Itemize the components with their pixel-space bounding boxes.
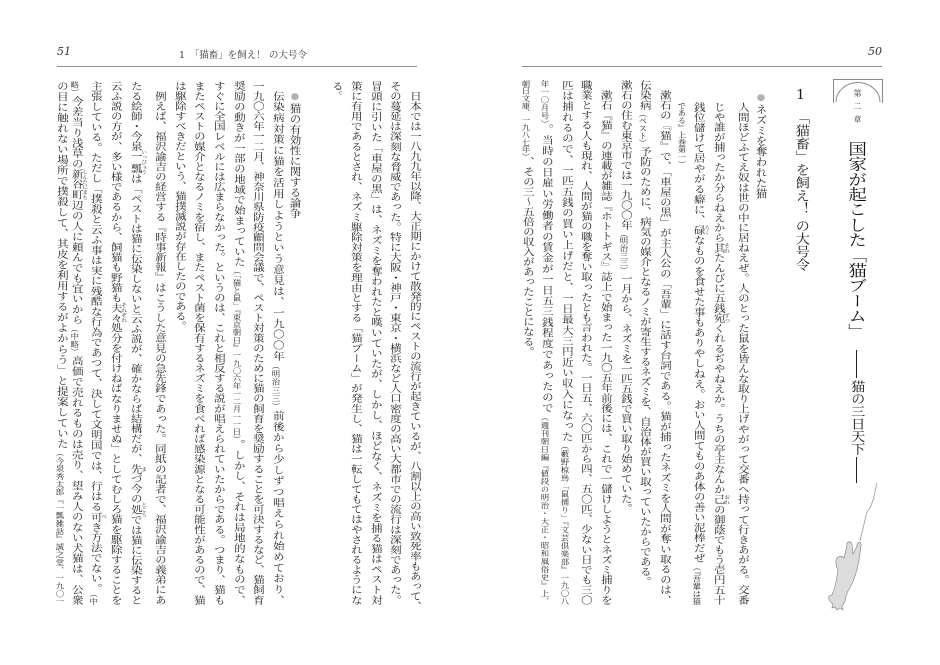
header-rule bbox=[522, 66, 882, 67]
text-column: 朝日文庫、一九八七年）、その三〜五倍の収入があったことになる。 bbox=[519, 80, 533, 357]
text-column: 例えば、福沢諭吉の経営する『時事新報』はこうした意見の急先鋒であった。同紙の記者で、福沢諭吉の義弟にあ bbox=[152, 91, 166, 605]
inline-note: （今泉秀太郎『一瓢雑話』誠之堂、一九〇一 bbox=[55, 449, 66, 606]
ruby-text: 宛 ずつ bbox=[710, 313, 730, 324]
ruby-text: 可 べ bbox=[88, 511, 108, 523]
subheading bbox=[753, 93, 768, 199]
text-column: またペストの媒介となるノミを宿し、またペスト菌を保有するネズミを食べれば感染源となる可能性があるので、猫 bbox=[191, 81, 205, 605]
text-column: 云ふ説の方が、多い様であるから、飼猫も野猫も夫々 それぞれ処分を付けねばなりませぬ」としてむしろ猫を駆除することを bbox=[108, 81, 128, 606]
header-rule bbox=[57, 66, 417, 67]
inline-note: （ペスト） bbox=[638, 110, 649, 147]
text-column: 職業とする人も現れ、人間が猫の職を奪い取ったとも言われた。一日五、六〇匹から四、五〇匹、少ない日でも三〇 bbox=[578, 80, 592, 605]
text-column: 奨励の動きが一部の地域で始まっていた（「猫と鼠」『東京朝日』一九〇六年一二月一一日）。しかし、それは局地的なもので、 bbox=[230, 81, 244, 606]
text-column: の目に触れない場所で撲殺して、其皮を利用するがよからう」と提案していた（今泉秀太郎『一瓢雑話』誠之堂、一九〇一 bbox=[54, 81, 68, 606]
title-dash bbox=[856, 350, 857, 378]
text-column: すぐに全国レベルには広まらなかった。というのは、これと相反する説が唱えられていたからである。つまり、猫も bbox=[211, 81, 224, 605]
ruby-text: 処 ところ bbox=[127, 501, 147, 517]
quote-column: じや誰が捕ったか分らねえから其 それたんびに五銭宛 ずつくれるぢやねえか。うちの亭主なんか己 おれの御蔭でもう壱円五十 bbox=[710, 102, 730, 606]
quote-column: 人間ほどふてえ奴は世の中に居ねえぜ。人のとった鼠を皆んな取り上げやがって交番へ持って行きあがる。交番 bbox=[735, 102, 749, 605]
inline-note: （週刊朝日編『値段の明治・大正・昭和風俗史』上、 bbox=[540, 413, 551, 606]
page-number: 50 bbox=[868, 45, 882, 58]
text-column: 漱石『猫』の連載が雑誌『ホトトギス』誌上で始まった一九〇五年前後には、これで一儲けしようとネズミ捕りを bbox=[598, 90, 611, 605]
inline-note: 朝日文庫、一九八七年） bbox=[520, 80, 532, 157]
inline-note: （藪野椋鳥「鼠捕り」『文芸倶楽部』一九〇八 bbox=[560, 442, 571, 606]
section-number: 1 bbox=[795, 89, 806, 102]
text-column: 匹は捕れるので、一匹五銭の買い上げだと、一日最大三円近い収入になった（藪野椋鳥「鼠捕り」『文芸倶楽部』一九〇八 bbox=[559, 80, 572, 606]
ruby-text: 碌 ろく bbox=[691, 225, 711, 236]
text-column: 漱石の住む東京市では一九〇〇年（明治三三）一月から、ネズミを一匹五銭で買い取り始めていた。 bbox=[617, 80, 631, 514]
ruby-text: 一瓢 いっぴょう bbox=[127, 149, 147, 175]
inline-note: 略） bbox=[70, 81, 81, 97]
quote-column: 銭位儲けて居やがる癖に、碌 ろくなものを食せた事もありやしねえ。おい人間てものあ体の善い泥棒だぜ（『吾輩は猫 bbox=[691, 102, 711, 606]
text-column: 漱石の『猫』で、「車屋の黒」が主人公の「吾輩」に話す台詞である。猫が捕ったネズミを人間が奪い取るのは、 bbox=[657, 90, 670, 606]
inline-note: （中略） bbox=[70, 325, 81, 356]
ruby-text: 新谷町 しんたにまち bbox=[68, 169, 88, 201]
ruby-text: 先 ま bbox=[127, 463, 147, 474]
text-column: たる絵師・今泉一瓢 いっぴょうは「ペストは猫に伝染しないと云ふ説が、確かならば結構だが、先 まづ今の処 ところでは猫に伝染すると bbox=[127, 81, 147, 606]
inline-note: （明治三三） bbox=[618, 230, 630, 274]
chapter-title: 国家が起こした「猫ブーム」 bbox=[846, 141, 868, 339]
text-column: 冒頭に引いた「車屋の黒」は、ネズミを奪われたと嘆いていたが、しかし、ほどなく、ネズミを捕る猫はペスト対 bbox=[368, 81, 381, 605]
ruby-text: 夫々 それぞれ bbox=[108, 302, 128, 323]
inline-note: （『吾輩は猫 bbox=[692, 563, 703, 606]
section-title: 「猫畜」を飼え！ の大号令 bbox=[792, 111, 809, 272]
running-head: 1 「猫畜」を飼え！ の大号令 bbox=[179, 50, 307, 61]
quote-source bbox=[674, 102, 690, 168]
inline-note: 年一〇月号） bbox=[540, 80, 551, 125]
page-right bbox=[470, 0, 940, 665]
inline-note: （明治三三） bbox=[271, 361, 282, 411]
ruby-text: 其 それ bbox=[710, 242, 730, 253]
inline-note: （中 bbox=[89, 593, 100, 606]
text-column: は駆除すべきだという、猫撲滅説が存在したのである。 bbox=[172, 81, 185, 331]
inline-note: である』上巻第一） bbox=[677, 102, 689, 168]
hanging-cat-illustration bbox=[820, 470, 900, 620]
text-column: 策に有用であるとされ、ネズミ駆除対策を理由とする「猫ブーム」が発生し、猫は一転してもてはやされるようにな bbox=[348, 81, 362, 605]
text-column: 略）今差当り浅草の新谷町 しんたにまち辺の人に頼んでも宜いから（中略）高価で売れるものは売り、望み人のない犬猫は、公衆 bbox=[68, 81, 88, 606]
chapter-subtitle: 猫の三日天下 bbox=[848, 380, 867, 455]
text-column: 日本では一八九九年以降、大正期にかけて散発的にペストの流行が起きているが、八割以上の高い致死率もあって、 bbox=[407, 91, 420, 611]
subheading-text: ネズミを奪われた猫 bbox=[754, 104, 768, 199]
text-column: 主張している。ただし「撲殺と云ふ事は実に残酷な行為であつて、決して文明国では、行はる可 べき方法でない。（中 bbox=[88, 81, 108, 606]
text-column: る。 bbox=[328, 81, 342, 101]
text-column: 一九〇六年一二月、神奈川県防疫顧問会議で、ペスト対策のために猫の飼育を奨励することを可決するなど、猫飼育 bbox=[250, 81, 264, 605]
bullet-icon: ● bbox=[289, 92, 301, 102]
bullet-icon: ● bbox=[755, 93, 767, 103]
text-column: 伝染病対策に猫を活用しようという意見は、一九〇〇年（明治三三）前後から少しずつ唱えられ始めており、 bbox=[270, 91, 283, 605]
text-column: 年一〇月号）。当時の日雇い労働者の賃金が一日五三銭程度であったので（週刊朝日編『値段の明治・大正・昭和風俗史』上、 bbox=[539, 80, 553, 606]
ruby-text: 己 おれ bbox=[710, 494, 730, 505]
subheading bbox=[288, 92, 303, 219]
text-column: その蔓延は深刻な脅威であった。特に大阪・神戸・東京・横浜など人口密度の高い大都市での流行は深刻であった。 bbox=[387, 81, 401, 605]
inline-note: （「猫と鼠」『東京朝日』一九〇六年一二月一一日） bbox=[231, 267, 243, 440]
section-heading bbox=[791, 89, 809, 271]
text-column: 伝染病（ペスト）予防のために、病気の媒介となるノミが寄生するネズミを、自治体が買い取っていたからである。 bbox=[637, 80, 651, 587]
subheading-text: 猫の有効性に関する論争 bbox=[288, 103, 302, 219]
page-number: 51 bbox=[57, 45, 71, 58]
chapter-label: 第二章 bbox=[853, 89, 862, 128]
